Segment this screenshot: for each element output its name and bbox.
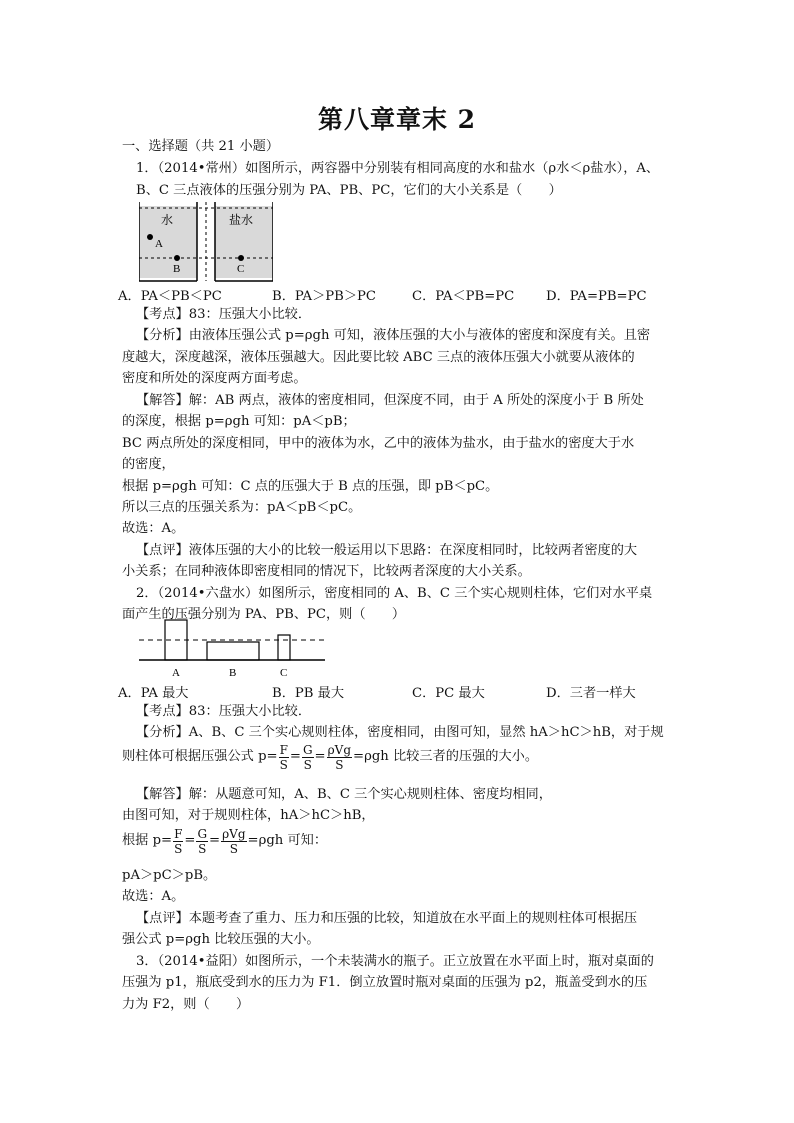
- q2-answer: 故选：A。: [122, 889, 185, 904]
- q1-stem-line-1: 1．（2014•常州）如图所示，两容器中分别装有相同高度的水和盐水（ρ水＜ρ盐水），A、: [136, 161, 660, 176]
- fraction-f-over-s: [173, 827, 183, 856]
- fraction-numerator: G: [302, 742, 313, 757]
- q2-cylinders-figure: [139, 618, 325, 680]
- fraction-denominator: S: [279, 757, 288, 772]
- q2-kaodian: 【考点】83：压强大小比较．: [136, 704, 312, 719]
- q2-stem-line-1: 2．（2014•六盘水）如图所示，密度相同的 A、B、C 三个实心规则柱体，它们对水平桌: [136, 586, 653, 601]
- fraction-numerator: ρVg: [222, 826, 246, 841]
- fraction-numerator: G: [197, 826, 208, 841]
- water-label: 水: [161, 213, 174, 227]
- q1-solution-line-5: 根据 p=ρgh 可知：C 点的压强大于 B 点的压强，即 pB＜pC。: [122, 479, 499, 494]
- q2-option-a: A．PA 最大: [118, 686, 189, 701]
- q2-comment-line-2: 强公式 p=ρgh 比较压强的大小。: [122, 932, 320, 947]
- q1-option-d: D．PA=PB=PC: [546, 289, 647, 304]
- q2-solution-formula-prefix: 根据 p=: [122, 833, 173, 848]
- fraction-denominator: S: [335, 757, 344, 772]
- q1-option-c: C．PA＜PB=PC: [412, 289, 515, 304]
- fraction-numerator: F: [279, 742, 288, 757]
- q1-solution-line-6: 所以三点的压强关系为：pA＜pB＜pC。: [122, 500, 362, 515]
- q1-solution-line-1: 【解答】解：AB 两点，液体的密度相同，但深度不同，由于 A 所处的深度小于 B 所处: [136, 393, 644, 408]
- q1-container-figure: [139, 202, 273, 282]
- point-a-label: A: [155, 238, 163, 250]
- q2-solution-formula-line: 根据 p= $\frac{F}{S}$ = $\frac{G}{S}$ = $\frac{\text{ρVg}}{S}$ =ρgh 可知：: [122, 826, 328, 856]
- q2-solution-line-2: 由图可知，对于规则柱体，hA＞hC＞hB，: [122, 808, 375, 823]
- saltwater-label: 盐水: [229, 213, 254, 227]
- fraction-numerator: F: [174, 826, 183, 841]
- fraction-denominator: S: [198, 841, 207, 856]
- q2-solution-line-4: pA＞pC＞pB。: [122, 868, 217, 883]
- q1-option-b: B．PA＞PB＞PC: [272, 289, 376, 304]
- q2-solution-line-1: 【解答】解：从题意可知，A、B、C 三个实心规则柱体、密度均相同，: [136, 787, 552, 802]
- q2-solution-formula-suffix: =ρgh 可知：: [247, 833, 328, 848]
- q1-analysis-line-1: 【分析】由液体压强公式 p=ρgh 可知，液体压强的大小与液体的密度和深度有关。且密: [136, 328, 651, 343]
- fraction-denominator: S: [174, 841, 183, 856]
- q1-comment-line-2: 小关系；在同种液体即密度相同的情况下，比较两者深度的大小关系。: [122, 564, 531, 579]
- page-title: 第八章章末 2: [317, 105, 477, 134]
- cylinder-b: [207, 642, 259, 660]
- q3-stem-line-2: 压强为 p1，瓶底受到水的压力为 F1．倒立放置时瓶对桌面的压强为 p2，瓶盖受到水的压: [122, 975, 648, 990]
- q2-option-d: D．三者一样大: [546, 686, 636, 701]
- q3-stem-line-3: 力为 F2，则（ ）: [122, 997, 250, 1012]
- q3-stem-line-1: 3．（2014•益阳）如图所示，一个未装满水的瓶子。正立放置在水平面上时，瓶对桌面的: [136, 954, 654, 969]
- fraction-rvg-over-s: [327, 743, 352, 772]
- point-c-dot: [238, 255, 244, 261]
- fraction-rvg-over-s: [221, 827, 246, 856]
- q1-solution-line-3: BC 两点所处的深度相同，甲中的液体为水，乙中的液体为盐水，由于盐水的密度大于水: [122, 436, 635, 451]
- point-c-label: C: [237, 263, 245, 275]
- q2-option-b: B．PB 最大: [272, 686, 345, 701]
- q1-solution-line-4: 的密度，: [122, 457, 175, 472]
- q1-kaodian: 【考点】83：压强大小比较．: [136, 307, 312, 322]
- q1-solution-line-2: 的深度，根据 p=ρgh 可知：pA＜pB；: [122, 414, 356, 429]
- cylinder-c-label: C: [280, 667, 288, 679]
- q1-comment-line-1: 【点评】液体压强的大小的比较一般运用以下思路：在深度相同时，比较两者密度的大: [136, 543, 638, 558]
- q2-analysis-formula-line: 则柱体可根据压强公式 p= $\frac{F}{S}$ = $\frac{G}{S}$ = $\frac{\text{ρVg}}{S}$ =ρgh 比较三者的压强的大小。: [122, 742, 539, 772]
- fraction-denominator: S: [303, 757, 312, 772]
- cylinder-a-label: A: [172, 667, 180, 679]
- q1-analysis-line-3: 密度和所处的深度两方面考虑。: [122, 371, 307, 386]
- q2-stem-line-2: 面产生的压强分别为 PA、PB、PC，则（ ）: [122, 607, 406, 622]
- fraction-denominator: S: [229, 841, 238, 856]
- fraction-f-over-s: [279, 743, 289, 772]
- point-b-label: B: [173, 263, 181, 275]
- q2-comment-line-1: 【点评】本题考查了重力、压力和压强的比较，知道放在水平面上的规则柱体可根据压: [136, 911, 638, 926]
- q2-analysis-formula-prefix: 则柱体可根据压强公式 p=: [122, 749, 278, 764]
- q2-option-c: C．PC 最大: [412, 686, 485, 701]
- q1-stem-line-2: B、C 三点液体的压强分别为 PA、PB、PC，它们的大小关系是（ ）: [136, 183, 562, 198]
- fraction-numerator: ρVg: [327, 742, 352, 757]
- section-heading: 一、选择题（共 21 小题）: [122, 139, 280, 154]
- q2-analysis-formula-suffix: =ρgh 比较三者的压强的大小。: [353, 749, 539, 764]
- q1-analysis-line-2: 度越大，深度越深，液体压强越大。因此要比较 ABC 三点的液体压强大小就要从液体的: [122, 350, 635, 365]
- cylinder-c: [278, 635, 290, 660]
- fraction-g-over-s: [196, 827, 208, 856]
- q2-analysis-line-1: 【分析】A、B、C 三个实心规则柱体，密度相同，由图可知，显然 hA＞hC＞hB，对于规: [136, 725, 664, 740]
- q1-answer: 故选：A。: [122, 521, 185, 536]
- point-a-dot: [147, 234, 153, 240]
- point-b-dot: [174, 255, 180, 261]
- q1-option-a: A．PA＜PB＜PC: [118, 289, 222, 304]
- cylinder-b-label: B: [229, 667, 237, 679]
- fraction-g-over-s: [302, 743, 314, 772]
